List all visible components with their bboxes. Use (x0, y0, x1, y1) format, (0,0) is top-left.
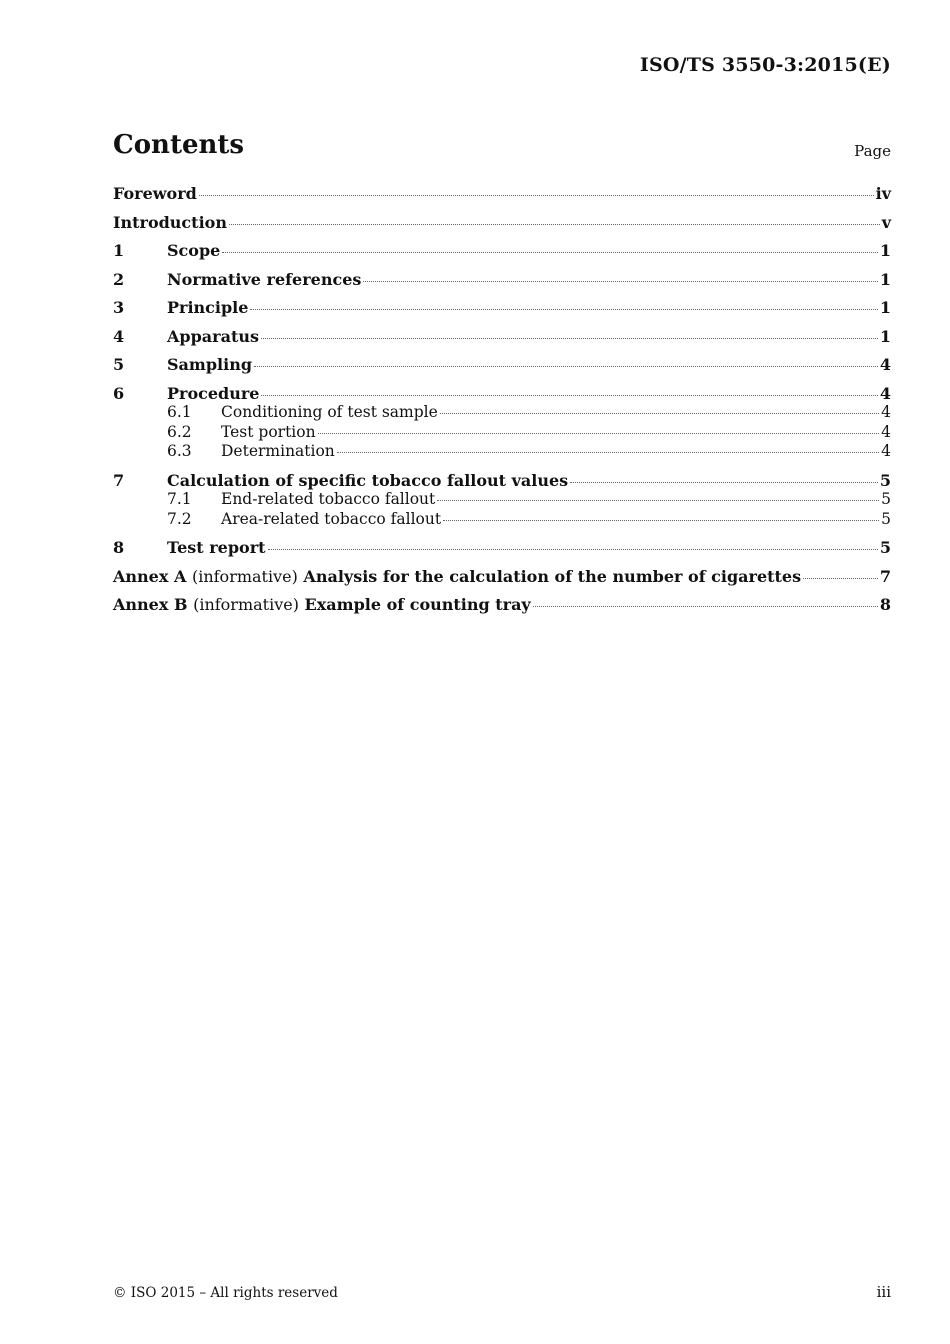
toc-page-number: iv (875, 184, 891, 203)
toc-entry-text: Area-related tobacco fallout (221, 509, 442, 528)
toc-entry-text: Test report (167, 538, 266, 557)
toc-entry-text: Determination (221, 442, 335, 460)
toc-annex-title (113, 567, 801, 586)
dot-leader (437, 500, 879, 501)
toc-page-number: 5 (879, 470, 891, 490)
toc-clause-number: 1 (113, 241, 125, 260)
footer-page-number: iii (876, 1283, 891, 1301)
dot-leader (268, 549, 878, 550)
toc-entry-text: Test portion (221, 422, 316, 441)
toc-entry-text: Scope (167, 241, 221, 260)
toc-entry-text: Calculation of specific tobacco fallout values (167, 470, 569, 490)
toc-clause-number: 7.2 (167, 509, 192, 528)
dot-leader (803, 578, 878, 579)
annex-label: Annex A (113, 566, 187, 586)
toc-page-number: 4 (881, 422, 891, 441)
toc-entry-annex-b[interactable] (113, 595, 891, 614)
toc-page-number: 4 (879, 355, 891, 374)
toc-entry-text: Example of counting tray (304, 595, 531, 614)
toc-page-number: 4 (881, 442, 891, 460)
toc-entry-annex-a[interactable] (113, 567, 891, 586)
toc-entry-introduction[interactable] (113, 213, 891, 232)
toc-entry-principle[interactable] (113, 298, 891, 317)
toc-page-number: 5 (879, 538, 891, 557)
toc-clause-number: 2 (113, 269, 125, 289)
toc-clause-number: 3 (113, 298, 125, 317)
toc-subentry-end-related[interactable] (113, 490, 891, 509)
toc-subentry-determination[interactable] (113, 442, 891, 461)
dot-leader (222, 252, 878, 253)
toc-entry-text: Sampling (167, 355, 253, 374)
toc-page-number: v (881, 212, 891, 232)
toc-page-number: 4 (879, 383, 891, 403)
dot-leader (440, 413, 879, 414)
dot-leader (261, 338, 878, 339)
dot-leader (337, 452, 879, 453)
annex-label: Annex B (113, 595, 188, 614)
annex-note: (informative) (191, 566, 298, 586)
toc-entry-text: Foreword (113, 184, 197, 203)
toc-clause-number: 5 (113, 355, 125, 374)
dot-leader (254, 366, 878, 367)
dot-leader (363, 281, 877, 282)
toc-subentry-test-portion[interactable] (113, 423, 891, 442)
toc-entry-procedure[interactable] (113, 384, 891, 403)
toc-annex-title (113, 595, 531, 614)
dot-leader (199, 195, 874, 196)
toc-page-number: 1 (879, 241, 891, 260)
toc-clause-number: 6.2 (167, 422, 192, 441)
dot-leader (318, 433, 880, 434)
toc-page-number: 5 (881, 509, 891, 528)
toc-entry-normative-references[interactable] (113, 270, 891, 289)
toc-clause-number: 6.3 (167, 442, 192, 460)
dot-leader (229, 224, 880, 225)
toc-page-number: 1 (879, 298, 891, 317)
dot-leader (250, 309, 877, 310)
toc-clause-number: 7 (113, 470, 125, 490)
toc-entry-text: Procedure (167, 383, 260, 403)
toc-entry-sampling[interactable] (113, 355, 891, 374)
toc-clause-number: 8 (113, 538, 125, 557)
annex-note: (informative) (193, 595, 299, 614)
dot-leader (261, 395, 877, 396)
toc-entry-text: End-related tobacco fallout (221, 490, 436, 508)
toc-page-number: 8 (879, 595, 891, 614)
toc-clause-number: 6.1 (167, 403, 192, 421)
toc-entry-calculation[interactable] (113, 471, 891, 490)
toc-entry-text: Normative references (167, 269, 362, 289)
toc-entry-foreword[interactable] (113, 184, 891, 203)
toc-entry-text: Apparatus (167, 326, 259, 346)
toc-clause-number: 6 (113, 383, 125, 403)
toc-page-number: 1 (879, 269, 891, 289)
toc-entry-text: Analysis for the calculation of the number of cigarettes (303, 566, 802, 586)
toc-entry-text: Conditioning of test sample (221, 403, 438, 421)
toc-subentry-conditioning[interactable] (113, 403, 891, 422)
toc-entry-text: Introduction (113, 212, 227, 232)
toc-page-number: 4 (881, 403, 891, 421)
toc-entry-scope[interactable] (113, 241, 891, 260)
toc-page-number: 5 (881, 490, 891, 508)
dot-leader (533, 606, 878, 607)
toc-subentry-area-related[interactable] (113, 510, 891, 529)
toc-entry-apparatus[interactable] (113, 327, 891, 346)
toc-entry-text: Principle (167, 298, 249, 317)
dot-leader (570, 482, 878, 483)
toc-page-number: 1 (879, 326, 891, 346)
page-column-label: Page (854, 142, 891, 160)
copyright-notice: © ISO 2015 – All rights reserved (113, 1285, 338, 1301)
toc-clause-number: 4 (113, 326, 125, 346)
toc-entry-test-report[interactable] (113, 538, 891, 557)
page-title: Contents (113, 130, 245, 160)
document-identifier: ISO/TS 3550-3:2015(E) (639, 54, 891, 76)
toc-clause-number: 7.1 (167, 490, 192, 508)
dot-leader (443, 520, 879, 521)
toc-page-number: 7 (879, 566, 891, 586)
table-of-contents (113, 184, 891, 614)
